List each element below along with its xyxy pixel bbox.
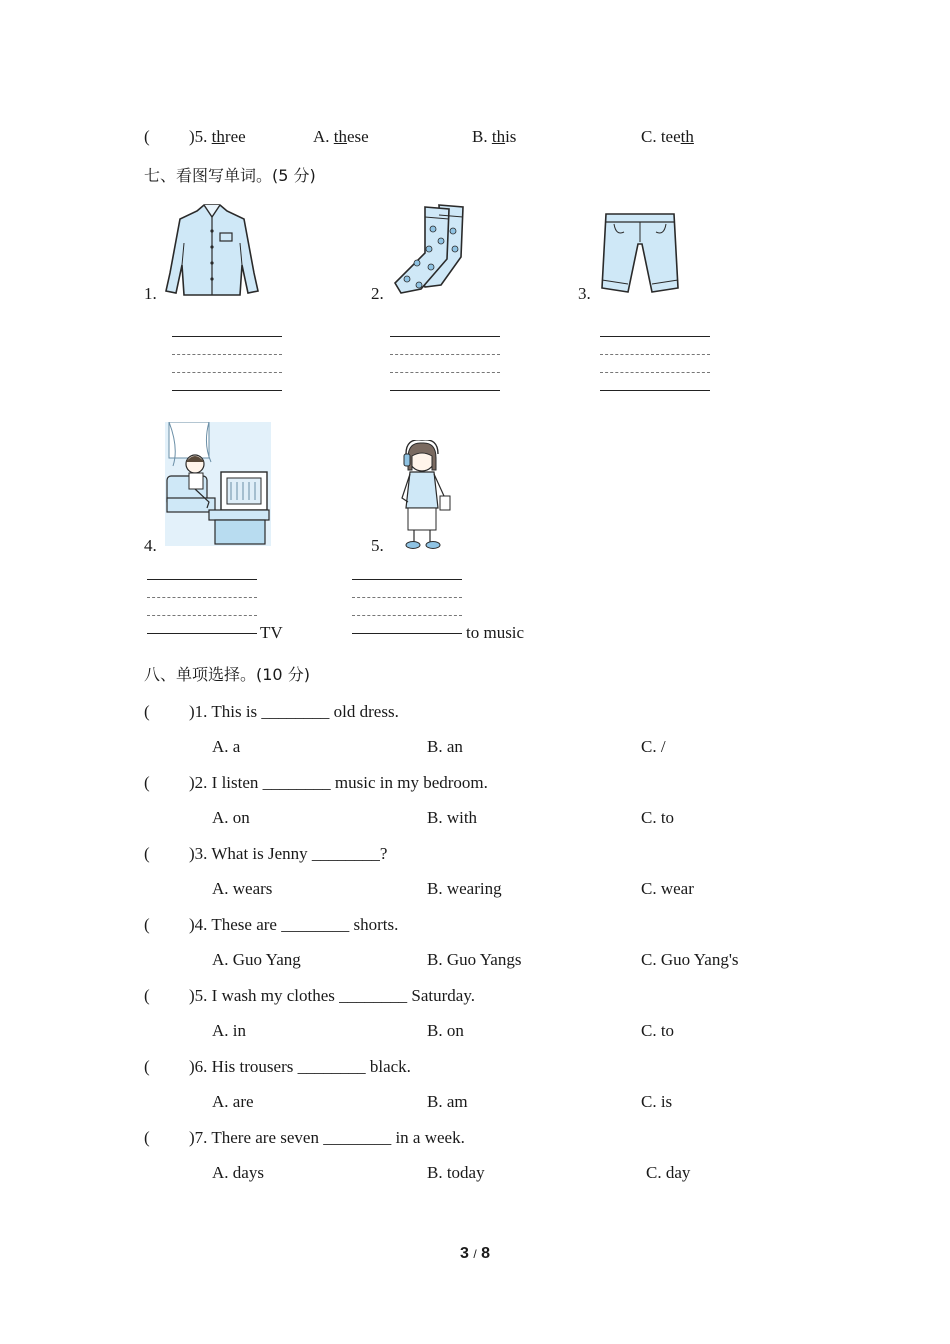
answer-paren: ( [144, 702, 150, 721]
option-b: B. today [427, 1163, 485, 1182]
option-a: A. wears [212, 879, 273, 898]
question-stem: )4. These are ________ shorts. [189, 915, 399, 934]
option-c: C. teeth [641, 127, 694, 146]
question-stem: )1. This is ________ old dress. [189, 702, 399, 721]
option-b: B. on [427, 1021, 464, 1040]
item-number: 3. [578, 284, 591, 303]
section-7-title: 七、看图写单词。(5 分) [144, 166, 316, 185]
writing-lines[interactable] [172, 336, 282, 392]
item-number: 5. [371, 536, 384, 555]
answer-paren: ( [144, 915, 150, 934]
answer-paren: ( [144, 1057, 150, 1076]
option-c: C. is [641, 1092, 673, 1111]
option-c: C. day [646, 1163, 691, 1182]
question-word: )5. three [189, 127, 246, 146]
writing-lines[interactable] [390, 336, 500, 392]
section-8-title: 八、单项选择。(10 分) [144, 665, 310, 684]
option-b: B. wearing [427, 879, 502, 898]
option-c: C. to [641, 808, 675, 827]
option-a: A. these [313, 127, 369, 146]
option-c: C. to [641, 1021, 675, 1040]
girl-listening-music-icon [396, 440, 456, 552]
shirt-icon [162, 203, 262, 298]
option-b: B. this [472, 127, 517, 146]
tv-suffix: TV [260, 623, 283, 642]
boy-watching-tv-icon [165, 422, 271, 546]
option-a: A. on [212, 808, 250, 827]
page-number: 3 / 8 [460, 1245, 491, 1262]
writing-lines[interactable] [352, 579, 462, 635]
option-b: B. am [427, 1092, 468, 1111]
answer-paren: ( [144, 773, 150, 792]
item-number: 4. [144, 536, 157, 555]
question-stem: )6. His trousers ________ black. [189, 1057, 411, 1076]
option-c: C. Guo Yang's [641, 950, 739, 969]
option-c: C. / [641, 737, 666, 756]
item-number: 1. [144, 284, 157, 303]
question-stem: )3. What is Jenny ________? [189, 844, 388, 863]
option-a: A. a [212, 737, 241, 756]
item-number: 2. [371, 284, 384, 303]
option-a: A. in [212, 1021, 246, 1040]
option-b: B. an [427, 737, 463, 756]
music-suffix: to music [466, 623, 525, 642]
option-b: B. Guo Yangs [427, 950, 522, 969]
option-a: A. are [212, 1092, 254, 1111]
answer-paren: ( [144, 127, 150, 146]
socks-icon [391, 201, 471, 297]
answer-paren: ( [144, 844, 150, 863]
question-stem: )7. There are seven ________ in a week. [189, 1128, 465, 1147]
answer-paren: ( [144, 986, 150, 1005]
question-stem: )2. I listen ________ music in my bedroom. [189, 773, 488, 792]
writing-lines[interactable] [147, 579, 257, 635]
answer-paren: ( [144, 1128, 150, 1147]
option-b: B. with [427, 808, 478, 827]
option-a: A. Guo Yang [212, 950, 301, 969]
question-stem: )5. I wash my clothes ________ Saturday. [189, 986, 475, 1005]
writing-lines[interactable] [600, 336, 710, 392]
option-c: C. wear [641, 879, 694, 898]
option-a: A. days [212, 1163, 264, 1182]
shorts-icon [598, 210, 684, 296]
